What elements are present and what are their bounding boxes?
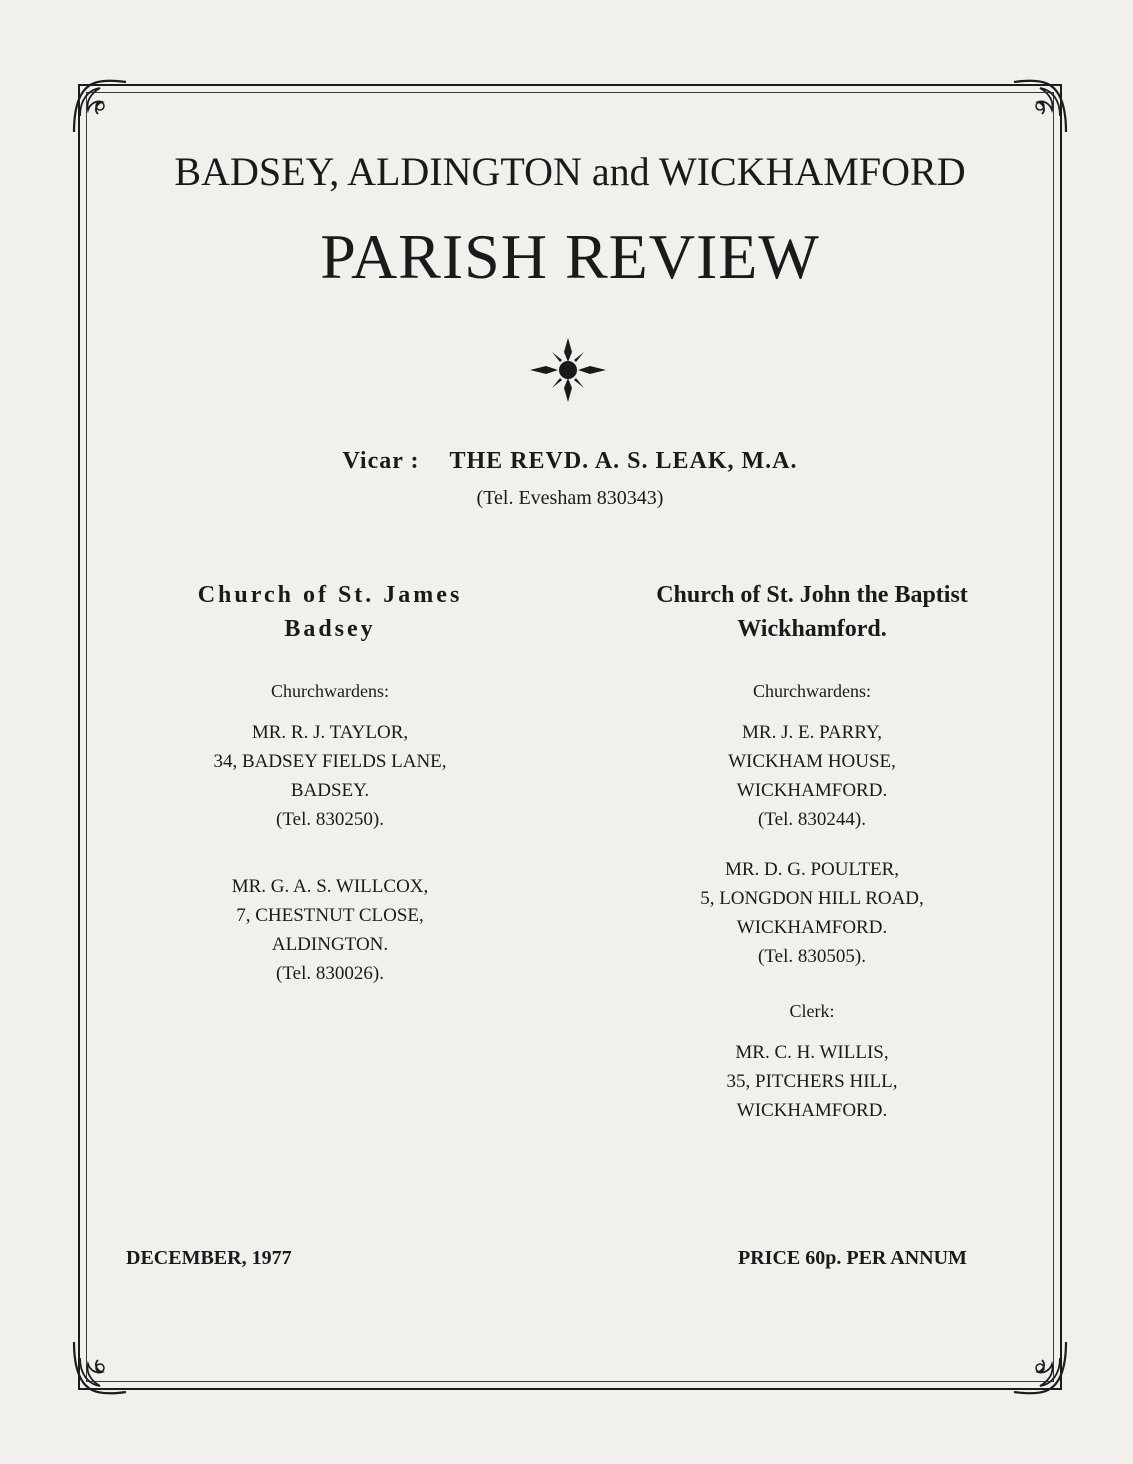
corner-ornament-icon: [70, 76, 130, 136]
address-line: (Tel. 830505).: [758, 946, 866, 967]
address-line: 7, CHESTNUT CLOSE,: [236, 905, 424, 926]
corner-ornament-icon: [70, 1338, 130, 1398]
vicar-label: Vicar :: [342, 448, 420, 474]
address-line: (Tel. 830026).: [276, 963, 384, 984]
address-line: WICKHAMFORD.: [736, 780, 888, 801]
address-line: 5, LONGDON HILL ROAD,: [700, 888, 924, 909]
address-line: ALDINGTON.: [271, 934, 389, 955]
wickhamford-church-section: [582, 578, 1042, 646]
clerk-label: Clerk:: [789, 1001, 835, 1021]
address-line: MR. J. E. PARRY,: [742, 722, 882, 743]
badsey-warden-1: [100, 718, 560, 834]
clerk-details: [582, 1038, 1042, 1125]
wickhamford-warden-1: [582, 718, 1042, 834]
masthead-subtitle: BADSEY, ALDINGTON and WICKHAMFORD: [174, 149, 966, 194]
address-line: WICKHAMFORD.: [736, 1100, 888, 1121]
badsey-church-name: Church of St. James: [197, 582, 463, 608]
address-line: 34, BADSEY FIELDS LANE,: [213, 751, 447, 772]
vicar-telephone: (Tel. Evesham 830343): [476, 487, 664, 509]
issue-date: DECEMBER, 1977: [126, 1247, 292, 1269]
badsey-wardens-label: Churchwardens:: [271, 681, 389, 701]
address-line: WICKHAM HOUSE,: [728, 751, 896, 772]
address-line: 35, PITCHERS HILL,: [726, 1071, 898, 1092]
address-line: MR. C. H. WILLIS,: [735, 1042, 889, 1063]
cross-icon: [530, 338, 606, 402]
page-title: PARISH REVIEW: [320, 221, 820, 292]
address-line: MR. D. G. POULTER,: [724, 859, 899, 880]
wickhamford-wardens-label: Churchwardens:: [753, 681, 871, 701]
corner-ornament-icon: [1010, 76, 1070, 136]
vicar-line: [100, 448, 1040, 475]
corner-ornament-icon: [1010, 1338, 1070, 1398]
badsey-warden-2: [100, 872, 560, 988]
subscription-price: PRICE 60p. PER ANNUM: [738, 1247, 967, 1269]
address-line: (Tel. 830250).: [276, 809, 384, 830]
badsey-church-section: [100, 578, 560, 646]
wickhamford-church-name: Church of St. John the Baptist: [656, 582, 968, 608]
address-line: MR. G. A. S. WILLCOX,: [231, 876, 429, 897]
address-line: WICKHAMFORD.: [736, 917, 888, 938]
wickhamford-warden-2: [582, 855, 1042, 971]
badsey-church-place: Badsey: [284, 616, 376, 642]
address-line: MR. R. J. TAYLOR,: [251, 722, 409, 743]
address-line: BADSEY.: [290, 780, 370, 801]
wickhamford-church-place: Wickhamford.: [737, 616, 887, 642]
address-line: (Tel. 830244).: [758, 809, 866, 830]
vicar-name: THE REVD. A. S. LEAK, M.A.: [449, 448, 798, 474]
